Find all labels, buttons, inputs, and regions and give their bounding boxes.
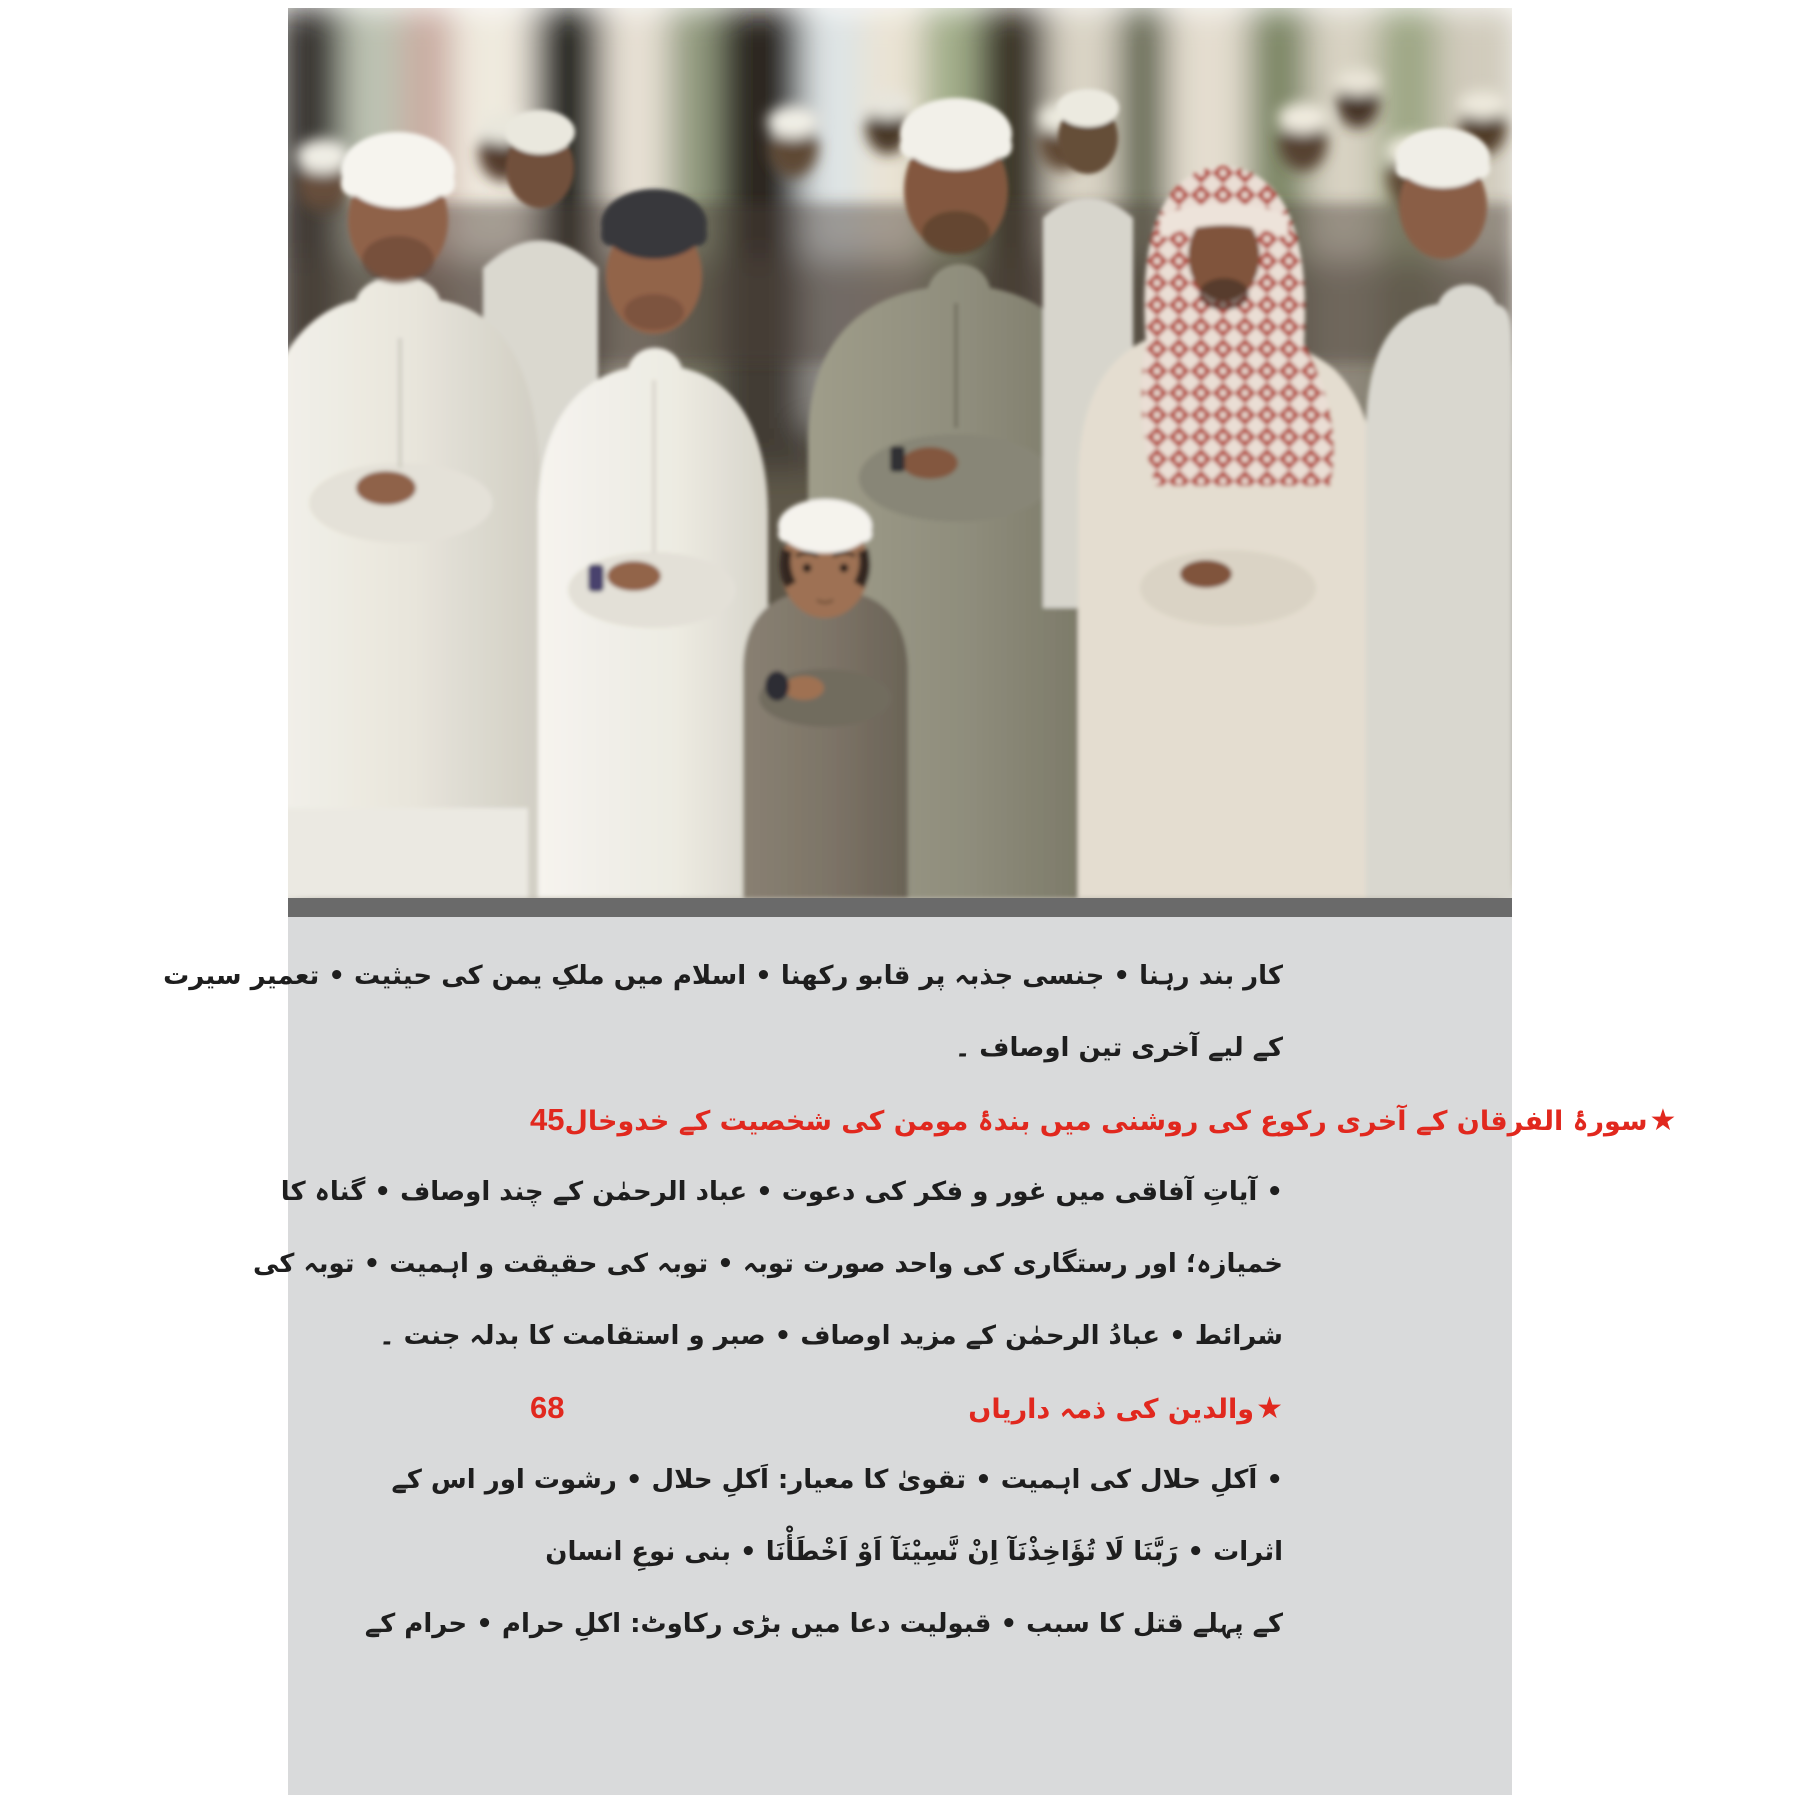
toc-line: کے پہلے قتل کا سبب • قبولیت دعا میں بڑی رکاوٹ: اکلِ حرام • حرام کے: [364, 1609, 1283, 1639]
toc-line: کے لیے آخری تین اوصاف ۔: [954, 1033, 1283, 1063]
prayer-congregation-photo: [288, 8, 1512, 898]
divider-bar: [288, 898, 1512, 917]
toc-line: خمیازہ؛ اور رستگاری کی واحد صورت توبہ • توبہ کی حقیقت و اہمیت • توبہ کی: [252, 1249, 1283, 1279]
star-icon: ★: [1256, 1390, 1283, 1426]
toc-line: اثرات • رَبَّنَا لَا تُؤَاخِذْنَآ اِنْ نَّسِيْنَآ اَوْ اَخْطَأْنَا • بنی نوعِ انسان: [545, 1537, 1283, 1567]
toc-line: شرائط • عبادُ الرحمٰن کے مزید اوصاف • صبر و استقامت کا بدلہ جنت ۔: [379, 1321, 1283, 1351]
photo-fade-overlay: [288, 8, 1512, 898]
page-number: 68: [530, 1390, 565, 1425]
page-number: 45: [530, 1102, 565, 1137]
table-of-contents: [163, 940, 1677, 1660]
toc-line: کار بند رہنا • جنسی جذبہ پر قابو رکھنا • اسلام میں ملکِ یمن کی حیثیت • تعمیر سیرت: [163, 961, 1283, 991]
section-title-text: سورۂ الفرقان کے آخری رکوع کی روشنی میں بندۂ مومن کی شخصیت کے خدوخال: [564, 1105, 1648, 1137]
section-title-text: والدین کی ذمہ داریاں: [968, 1393, 1255, 1425]
star-icon: ★: [1649, 1102, 1677, 1138]
toc-line: • اَکلِ حلال کی اہمیت • تقویٰ کا معیار: اَکلِ حلال • رشوت اور اس کے: [391, 1465, 1283, 1495]
toc-section-heading: [505, 1084, 1677, 1156]
toc-line: • آیاتِ آفاقی میں غور و فکر کی دعوت • عباد الرحمٰن کے چند اوصاف • گناہ کا: [280, 1177, 1283, 1207]
photo-illustration: [288, 8, 1512, 898]
toc-section-heading: [505, 1372, 1283, 1444]
section-title: [564, 1103, 1676, 1138]
section-title: [968, 1391, 1283, 1426]
